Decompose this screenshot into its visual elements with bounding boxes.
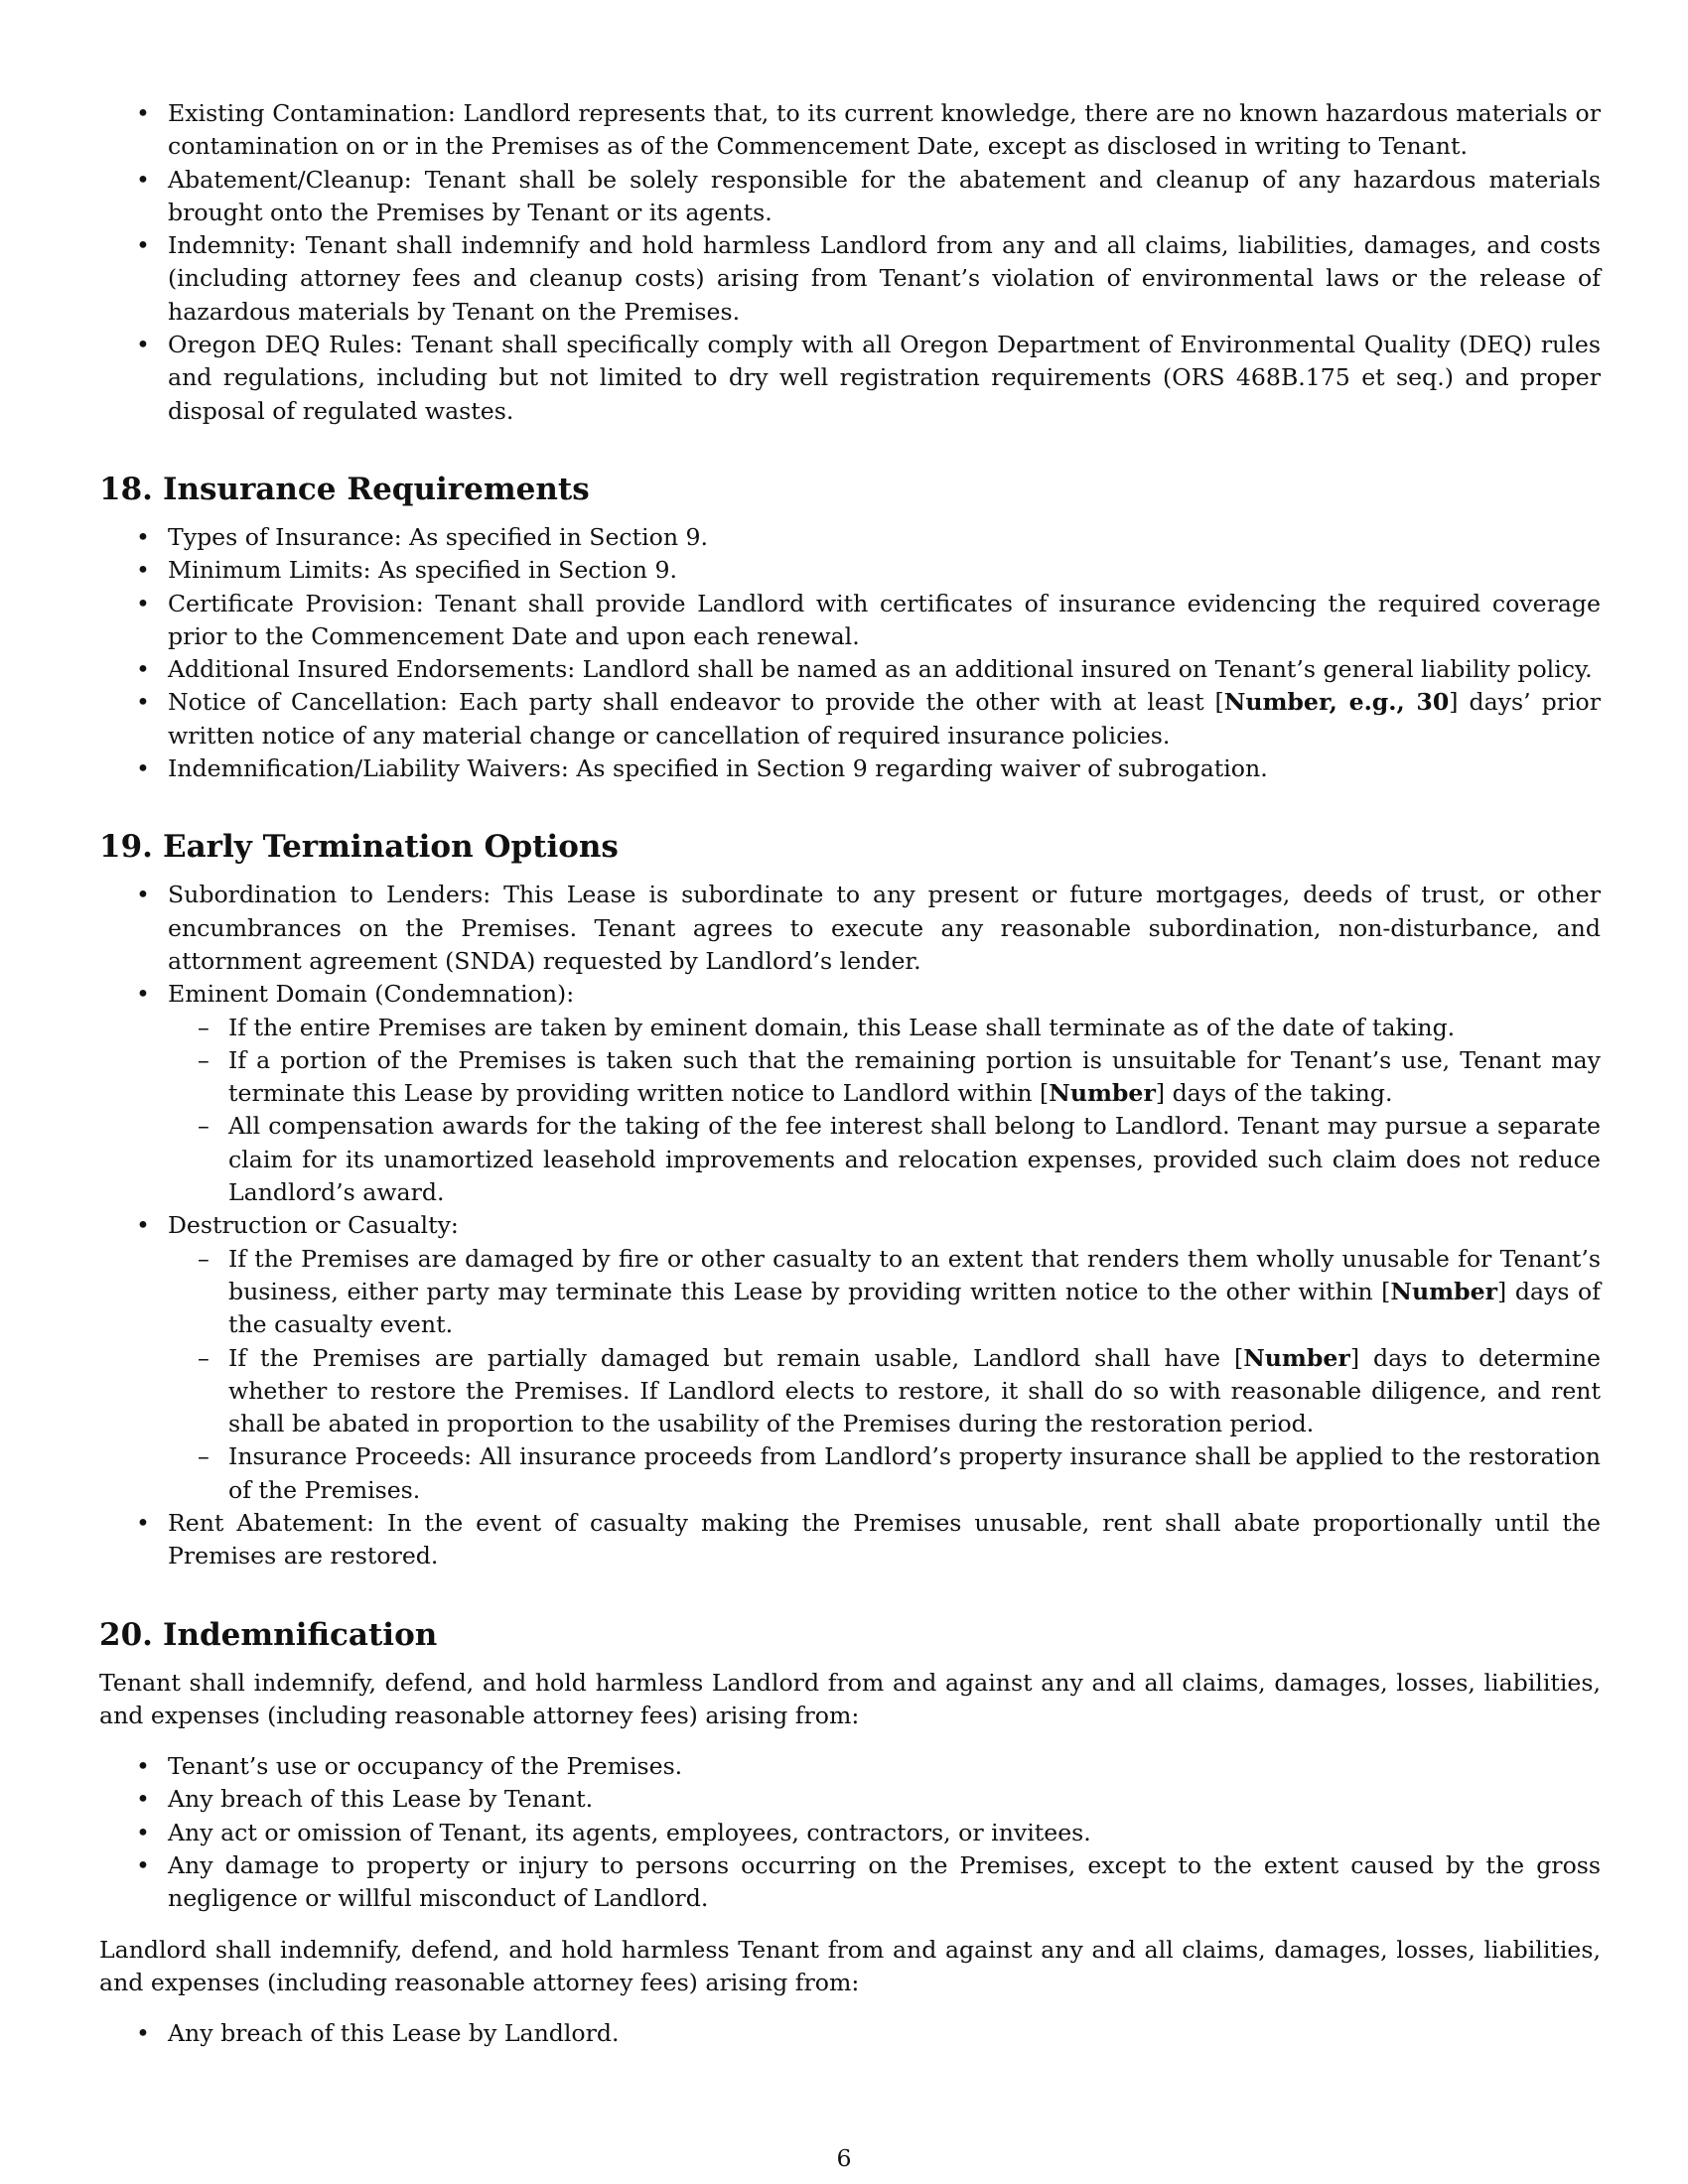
tenant-indemnity-paragraph: Tenant shall indemnify, defend, and hold harmless Landlord from and against any and all claims, damages, losses, liabilities, and expenses (including reasonable attorney fees) arising from: bbox=[99, 1668, 1601, 1729]
placeholder-bold: Number bbox=[1390, 1277, 1498, 1305]
list-item: • Indemnity: Tenant shall indemnify and hold harmless Landlord from any and all claims, liabilities, damages, and costs (including attorney fees and cleanup costs) arising from Tenant’s violation of environmental laws or the release of hazardous materials by Tenant on the Premises. bbox=[99, 229, 1601, 329]
list-item: • Any act or omission of Tenant, its agents, employees, contractors, or invitees. bbox=[99, 1817, 1601, 1849]
list-item: • Existing Contamination: Landlord represents that, to its current knowledge, there are no known hazardous materials or contamination on or in the Premises as of the Commencement Date, except as disclosed in writing to Tenant. bbox=[99, 97, 1601, 164]
section-number: 19. bbox=[99, 829, 153, 866]
sub-list-item: – If a portion of the Premises is taken such that the remaining portion is unsuitable for Tenant’s use, Tenant may terminate this Lease by providing written notice to Landlord within [Number] days of the taking. bbox=[99, 1044, 1601, 1111]
environmental-bullet-list bbox=[99, 97, 1601, 428]
sub-list-item: – If the entire Premises are taken by eminent domain, this Lease shall terminate as of the date of taking. bbox=[99, 1012, 1601, 1044]
list-item: • Oregon DEQ Rules: Tenant shall specifically comply with all Oregon Department of Environmental Quality (DEQ) rules and regulations, including but not limited to dry well registration requirements (ORS 468B.175 et seq.) and proper disposal of regulated wastes. bbox=[99, 329, 1601, 428]
sub-list-item: – If the Premises are partially damaged but remain usable, Landlord shall have [Number] days to determine whether to restore the Premises. If Landlord elects to restore, it shall do so with reasonable diligence, and rent shall be abated in proportion to the usability of the Premises during the restoration period. bbox=[99, 1342, 1601, 1441]
sub-list-item: – All compensation awards for the taking of the fee interest shall belong to Landlord. Tenant may pursue a separate claim for its unamortized leasehold improvements and relocation expenses, provided such claim does not reduce Landlord’s award. bbox=[99, 1110, 1601, 1209]
list-item: • Indemnification/Liability Waivers: As specified in Section 9 regarding waiver of subrogation. bbox=[99, 752, 1601, 785]
list-item: • Rent Abatement: In the event of casualty making the Premises unusable, rent shall abate proportionally until the Premises are restored. bbox=[99, 1507, 1601, 1573]
sub-list-item: – Insurance Proceeds: All insurance proceeds from Landlord’s property insurance shall be applied to the restoration of the Premises. bbox=[99, 1440, 1601, 1507]
sub-list-item: – If the Premises are damaged by fire or other casualty to an extent that renders them wholly unusable for Tenant’s business, either party may terminate this Lease by providing written notice to the other within [Number] days of the casualty event. bbox=[99, 1243, 1601, 1342]
list-item: • Any damage to property or injury to persons occurring on the Premises, except to the extent caused by the gross negligence or willful misconduct of Landlord. bbox=[99, 1849, 1601, 1916]
list-item: • Types of Insurance: As specified in Section 9. bbox=[99, 521, 1601, 554]
section-title: Indemnification bbox=[162, 1616, 438, 1653]
list-item: • Eminent Domain (Condemnation): – If the entire Premises are taken by eminent domain, this Lease shall terminate as of the date of taking. – If a portion of the Premises is taken such that the remaining portion is unsuitable for Tenant’s use, Tenant may terminate this Lease by providing written notice to Landlord within [Number] days of the taking. – All compensation awards for the taking of the fee interest shall belong to Landlord. Tenant may pursue a separate claim for its unamortized leasehold improvements and relocation expenses, provided such claim does not reduce Landlord’s award. bbox=[99, 978, 1601, 1209]
list-item: • Subordination to Lenders: This Lease is subordinate to any present or future mortgages, deeds of trust, or other encumbrances on the Premises. Tenant agrees to execute any reasonable subordination, non-disturbance, and attornment agreement (SNDA) requested by Landlord’s lender. bbox=[99, 879, 1601, 978]
section-20-heading bbox=[99, 1615, 1601, 1655]
section-title: Early Termination Options bbox=[162, 829, 619, 866]
section-19-heading bbox=[99, 827, 1601, 867]
placeholder-bold: Number, e.g., 30 bbox=[1223, 688, 1450, 717]
list-item: • Minimum Limits: As specified in Section 9. bbox=[99, 554, 1601, 587]
sub-list bbox=[168, 1012, 1601, 1210]
list-item: • Notice of Cancellation: Each party shall endeavor to provide the other with at least [Number, e.g., 30] days’ prior written notice of any material change or cancellation of required insurance policies. bbox=[99, 686, 1601, 752]
landlord-indemnity-paragraph: Landlord shall indemnify, defend, and hold harmless Tenant from and against any and all claims, damages, losses, liabilities, and expenses (including reasonable attorney fees) arising from: bbox=[99, 1935, 1601, 1996]
termination-bullet-list bbox=[99, 879, 1601, 1572]
section-number: 20. bbox=[99, 1616, 153, 1653]
list-item: • Destruction or Casualty: – If the Premises are damaged by fire or other casualty to an extent that renders them wholly unusable for Tenant’s business, either party may terminate this Lease by providing written notice to the other within [Number] days of the casualty event. – If the Premises are partially damaged but remain usable, Landlord shall have [Number] days to determine whether to restore the Premises. If Landlord elects to restore, it shall do so with reasonable diligence, and rent shall be abated in proportion to the usability of the Premises during the restoration period. – Insurance Proceeds: All insurance proceeds from Landlord’s property insurance shall be applied to the restoration of the Premises. bbox=[99, 1209, 1601, 1507]
placeholder-bold: Number bbox=[1243, 1343, 1350, 1372]
list-item: • Additional Insured Endorsements: Landlord shall be named as an additional insured on Tenant’s general liability policy. bbox=[99, 653, 1601, 686]
list-item: • Abatement/Cleanup: Tenant shall be solely responsible for the abatement and cleanup of any hazardous materials brought onto the Premises by Tenant or its agents. bbox=[99, 164, 1601, 230]
section-title: Insurance Requirements bbox=[162, 471, 590, 507]
section-number: 18. bbox=[99, 471, 153, 507]
page-number: 6 bbox=[836, 2144, 852, 2172]
list-item: • Any breach of this Lease by Landlord. bbox=[99, 2017, 1601, 2050]
section-18-heading bbox=[99, 470, 1601, 509]
insurance-bullet-list bbox=[99, 521, 1601, 785]
list-item: • Any breach of this Lease by Tenant. bbox=[99, 1783, 1601, 1816]
landlord-indemnity-list bbox=[99, 2017, 1601, 2050]
list-item: • Tenant’s use or occupancy of the Premises. bbox=[99, 1750, 1601, 1783]
sub-list bbox=[168, 1243, 1601, 1507]
list-item: • Certificate Provision: Tenant shall provide Landlord with certificates of insurance evidencing the required coverage prior to the Commencement Date and upon each renewal. bbox=[99, 588, 1601, 654]
placeholder-bold: Number bbox=[1049, 1079, 1156, 1108]
page-content bbox=[99, 97, 1601, 2051]
tenant-indemnity-list bbox=[99, 1750, 1601, 1915]
